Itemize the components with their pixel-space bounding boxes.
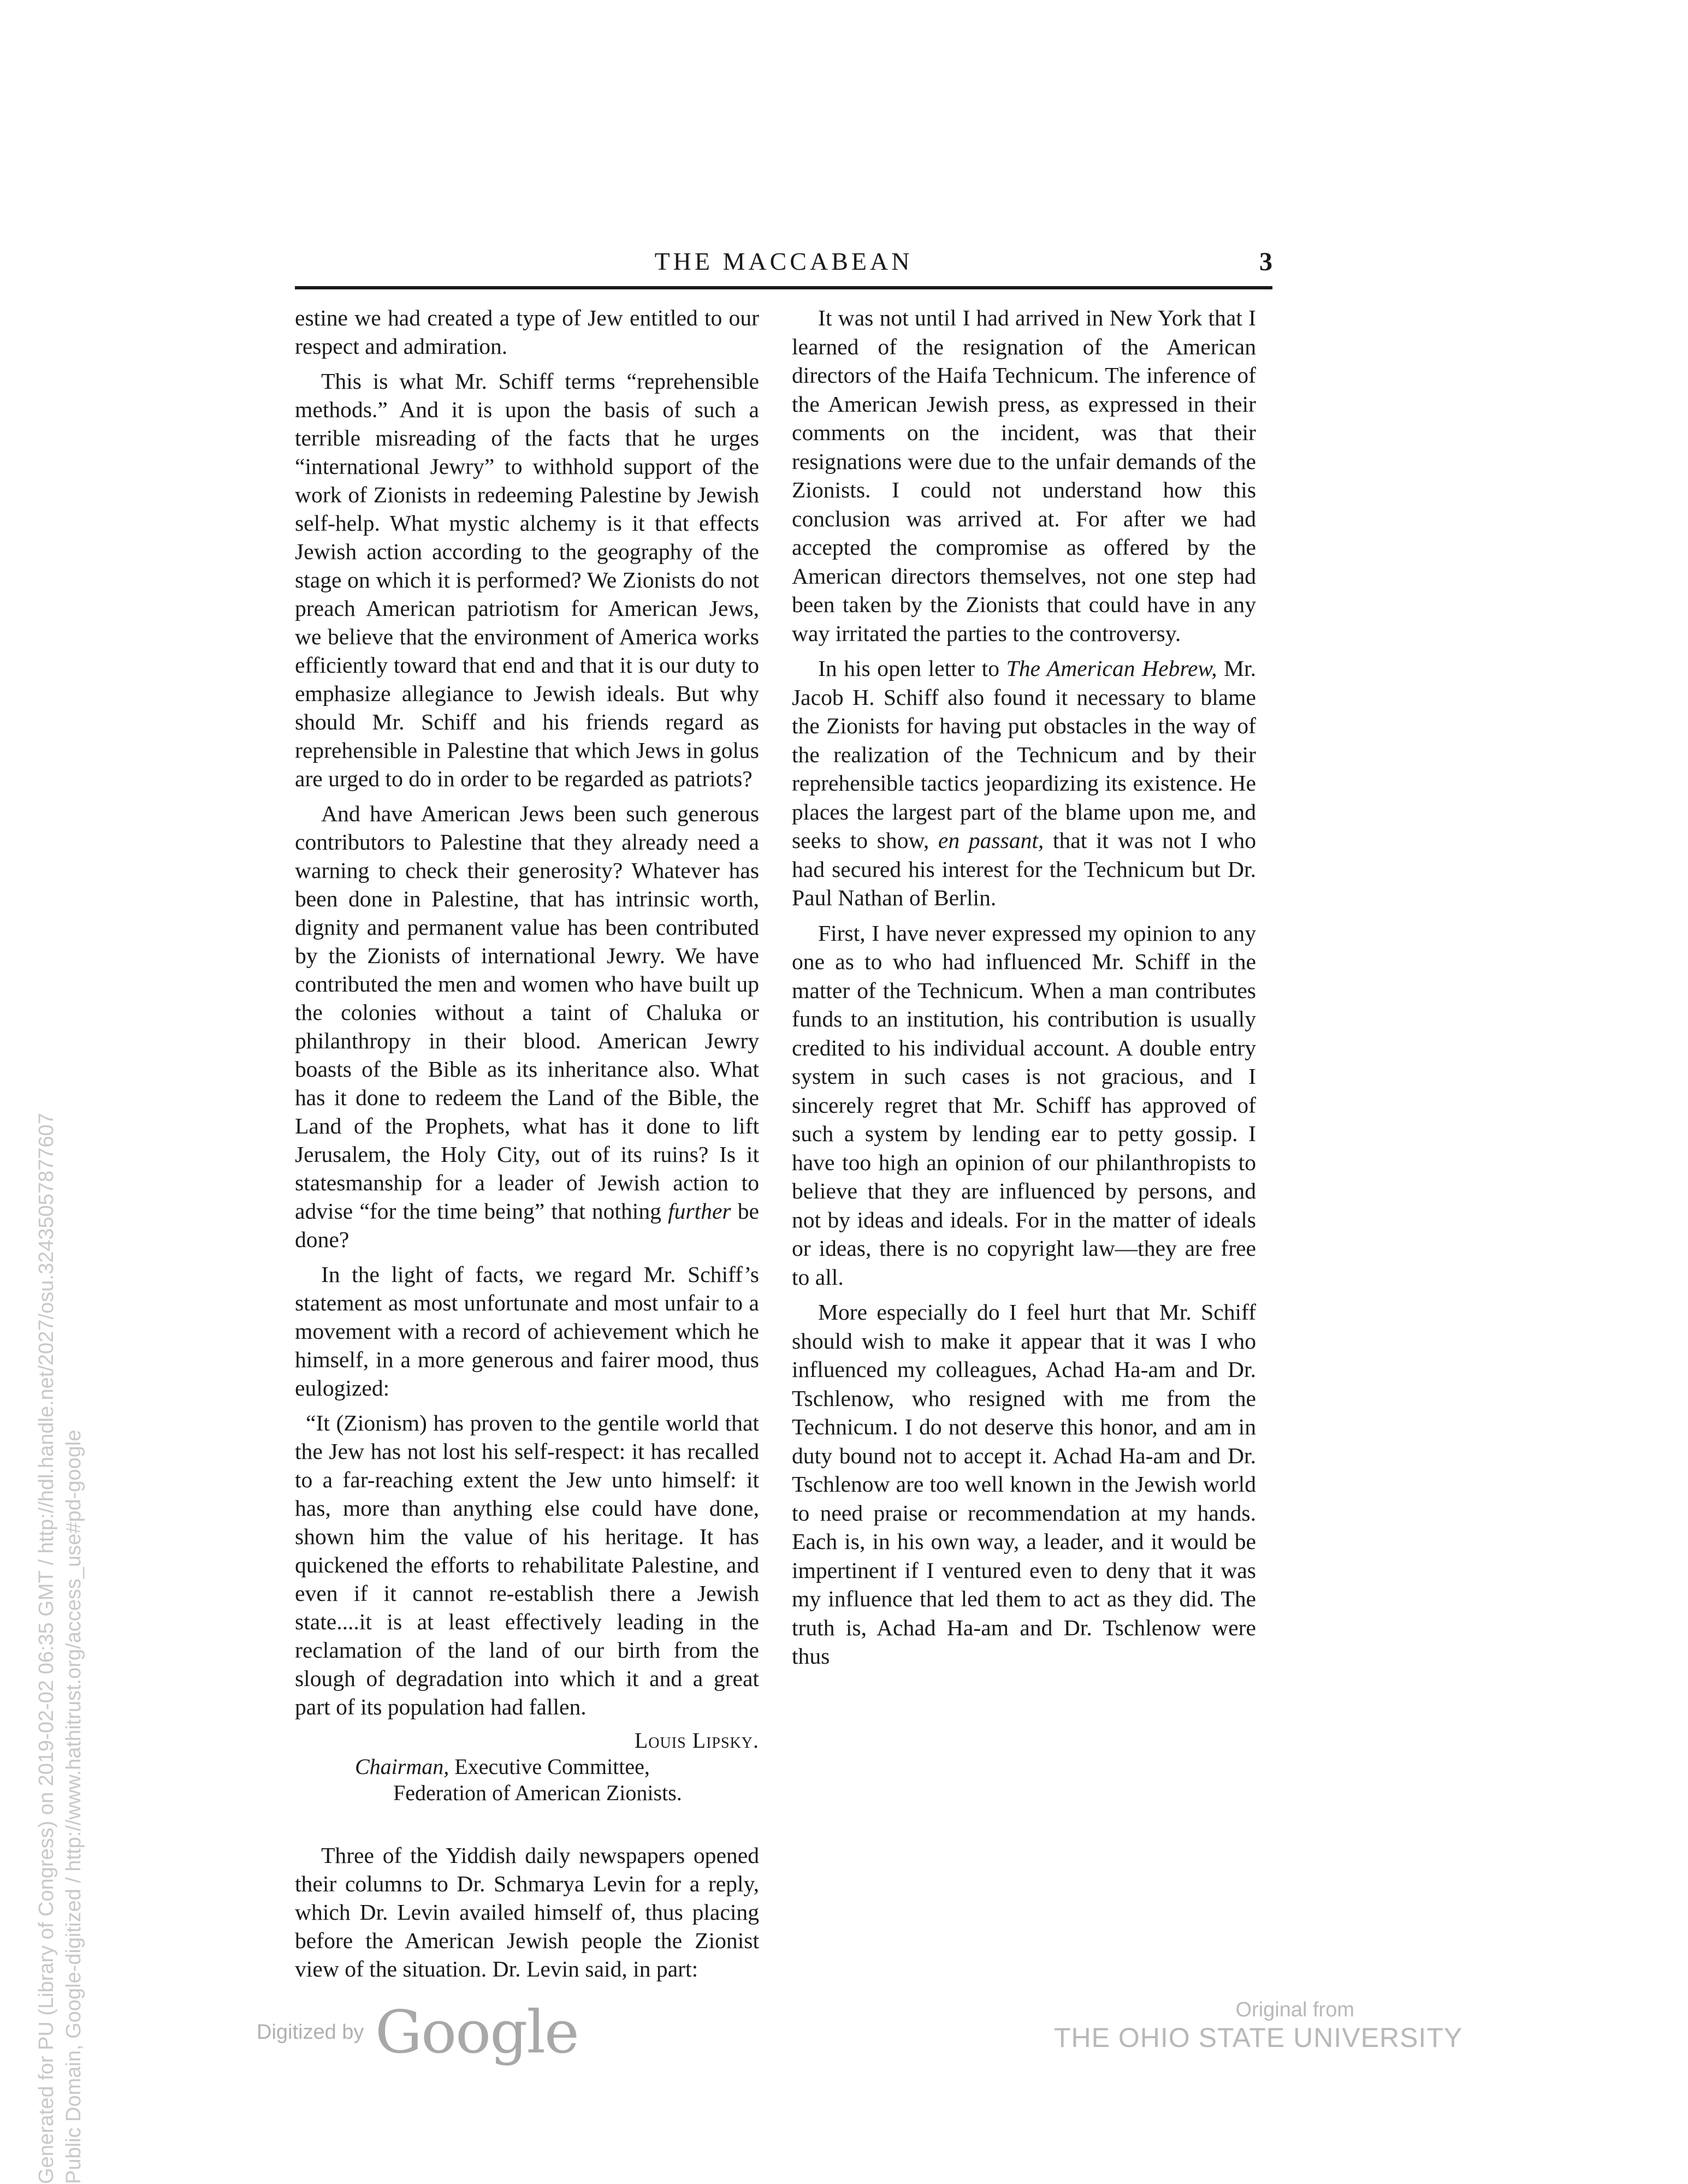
original-from-mark (1054, 1998, 1463, 2054)
page-header (295, 247, 1272, 289)
right-paragraph-2-b: Mr. Jacob H. Schiff also found it necessary to blame the Zionists for having put obstacles in the way of the realization of the Technicum and by their reprehensible tactics jeopardizing its existence. He places the largest part of the blame upon me, and seeks to show, (792, 656, 1257, 853)
watermark-line-2: Public Domain, Google-digitized / http://www.hathitrust.org/access_use#pd-google (62, 1429, 85, 2184)
right-paragraph-3: First, I have never expressed my opinion to any one as to who had influenced Mr. Schiff in the matter of the Technicum. When a man contributes funds to an institution, his contribution is usually credited to his individual account. A double entry system in such cases is not gracious, and I sincerely regret that Mr. Schiff has approved of such a system by lending ear to petty gossip. I have too high an opinion of our philanthropists to believe that they are influenced by persons, and not by ideas and ideals. For in the matter of ideals or ideas, there is no copyright law—they are free to all. (792, 920, 1256, 1290)
right-paragraph-2-a: In his open letter to (818, 656, 1000, 681)
digitized-label: Digitized by (257, 2021, 364, 2044)
left-paragraph-4: In the light of facts, we regard Mr. Schiff’s statement as most unfortunate and most unfair to a movement with a record of achievement which he himself, in a more generous and fairer mood, thus eulogized: (295, 1262, 759, 1400)
left-paragraph-1: estine we had created a type of Jew entitled to our respect and admiration. (295, 305, 759, 359)
signature-organization: Federation of American Zionists. (393, 1781, 682, 1805)
left-closing-paragraph: Three of the Yiddish daily newspapers opened their columns to Dr. Schmarya Levin for a reply, which Dr. Levin availed himself of, thus placing before the American Jewish people the Zionist view of the situation. Dr. Levin said, in part: (295, 1843, 759, 1981)
publication-title: The American Hebrew, (1006, 656, 1217, 681)
right-paragraph-4: More especially do I feel hurt that Mr. Schiff should wish to make it appear that it was I who influenced my colleagues, Achad Ha-am and Dr. Tschlenow, who resigned with me from the Technicum. I do not deserve this honor, and am in duty bound not to accept it. Achad Ha-am and Dr. Tschlenow are too well known in the Jewish world to need praise or recommendation at my hands. Each is, in his own way, a leader, and it would be impertinent if I ventured even to deny that it was my influence that led them to act as they did. The truth is, Achad Ha-am and Dr. Tschlenow were thus (792, 1299, 1256, 1669)
en-passant-italic: en passant, (938, 828, 1044, 853)
digitized-by-mark (257, 1998, 578, 2067)
left-paragraph-3 (295, 799, 759, 1254)
right-paragraph-2-c: that it was not I who had secured his interest for the Technicum but Dr. Paul Nathan of Berlin. (792, 828, 1257, 910)
signature-name: Louis Lipsky. (634, 1728, 759, 1753)
left-column (295, 304, 759, 1990)
google-logo: Google (375, 1998, 578, 2067)
right-paragraph-2 (792, 654, 1256, 912)
left-paragraph-3-text: And have American Jews been such generous contributors to Palestine that they already need a warning to check their generosity? Whatever has been done in Palestine, that has intrinsic worth, dignity and permanent value has been contributed by the Zionists of international Jewry. We have contributed the men and women who have built up the colonies without a taint of Chaluka or philanthropy in their blood. American Jewry boasts of the Bible as its inheritance also. What has it done to redeem the Land of the Bible, the Land of the Prophets, what has it done to lift Jerusalem, the Holy City, out of its ruins? Is it statesmanship for a leader of Jewish action to advise “for the time being” that nothing (295, 801, 759, 1224)
side-watermark (33, 764, 87, 2184)
watermark-line-1: Generated for PU (Library of Congress) on 2019-02-02 06:35 GMT / http://hdl.handle.net/2027/osu.32435057877607 (35, 1113, 58, 2184)
left-paragraph-2: This is what Mr. Schiff terms “reprehensible methods.” And it is upon the basis of such a terrible misreading of the facts that he urges “international Jewry” to withhold support of the work of Zionists in redeeming Palestine by Jewish self-help. What mystic alchemy is it that effects Jewish action according to the geography of the stage on which it is performed? We Zionists do not preach American patriotism for American Jews, we believe that the environment of America works efficiently toward that end and that it is our duty to emphasize allegiance to Jewish ideals. But why should Mr. Schiff and his friends regard as reprehensible in Palestine that which Jews in golus are urged to do in order to be regarded as patriots? (295, 369, 759, 791)
section-gap (295, 1806, 759, 1841)
signature-title-rest: Executive Committee, (454, 1754, 650, 1779)
institution-name: THE OHIO STATE UNIVERSITY (1054, 2022, 1463, 2053)
signature-block (295, 1728, 759, 1806)
left-paragraph-3-end: be done? (295, 1198, 759, 1252)
right-paragraph-1: It was not until I had arrived in New York that I learned of the resignation of the American directors of the Haifa Technicum. The inference of the American Jewish press, as expressed in their comments on the incident, was that their resignations were due to the unfair demands of the Zionists. I could not understand how this conclusion was arrived at. For after we had accepted the compromise as offered by the American directors themselves, not one step had been taken by the Zionists that could have in any way irritated the parties to the controversy. (792, 305, 1256, 646)
signature-title-italic: Chairman, (355, 1754, 449, 1779)
right-column (792, 304, 1256, 1677)
left-paragraph-3-italic: further (668, 1198, 731, 1224)
block-quote: “It (Zionism) has proven to the gentile world that the Jew has not lost his self-respect: it has recalled to a far-reaching extent the Jew unto himself: it has, more than anything else could have done, shown him the value of his heritage. It has quickened the efforts to rehabilitate Palestine, and even if it cannot re-establish there a Jewish state....it is at least effectively leading in the reclamation of the land of our birth from the slough of degradation into which it and a great part of its population had fallen. (295, 1410, 759, 1719)
page-number: 3 (1259, 247, 1272, 276)
original-from-label: Original from (1235, 1998, 1354, 2021)
signature-title (295, 1754, 759, 1780)
running-title: THE MACCABEAN (654, 247, 913, 275)
